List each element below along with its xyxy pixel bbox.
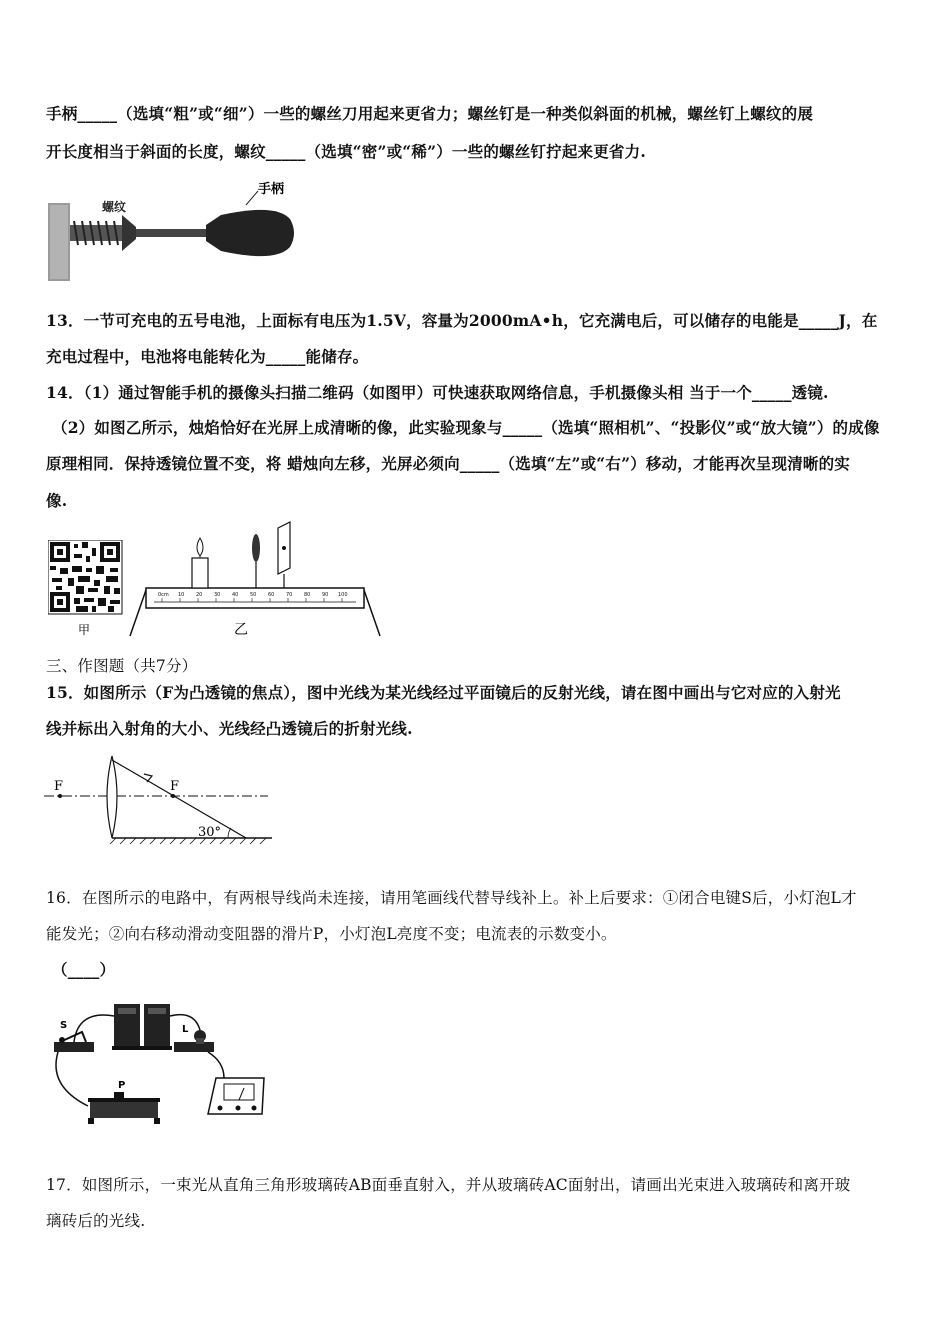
- tick-label: 70: [286, 592, 293, 598]
- qr-code-figure: [48, 540, 124, 640]
- screw-head: [122, 215, 136, 251]
- screwdriver-figure: [46, 175, 306, 285]
- lens-mirror-figure: [40, 752, 280, 848]
- tick-label: 20: [196, 592, 203, 598]
- ray-arrow: [144, 774, 152, 782]
- tick-label: 80: [304, 592, 311, 598]
- label-thread: 螺纹: [102, 200, 127, 214]
- label-angle: 30°: [198, 825, 222, 840]
- q14-line-4: 像.: [46, 491, 68, 510]
- q12-line-2: 开长度相当于斜面的长度，螺纹_____（选填“密”或“稀”）一些的螺丝钉拧起来更省力.: [46, 142, 646, 161]
- label-f-left: F: [54, 779, 64, 794]
- tick-label: 30: [214, 592, 221, 598]
- candle: [192, 538, 208, 588]
- focal-point-left: [58, 794, 62, 798]
- tick-label: 10: [178, 592, 185, 598]
- q17-line-2: 璃砖后的光线.: [46, 1212, 146, 1230]
- q16-line-2: 能发光；②向右移动滑动变阻器的滑片P，小灯泡L亮度不变；电流表的示数变小。: [46, 925, 617, 943]
- label-l: L: [182, 1024, 189, 1035]
- q13-line-1: 13．一节可充电的五号电池，上面标有电压为1.5V，容量为2000mA•h，它充满电后，可以储存的电能是_____J，在: [46, 311, 878, 330]
- tick-label: 100: [338, 592, 348, 598]
- label-yi: 乙: [234, 622, 248, 638]
- q12-line-1: 手柄_____（选填“粗”或“细”）一些的螺丝刀用起来更省力；螺丝钉是一种类似斜面的机械，螺丝钉上螺纹的展: [46, 104, 814, 123]
- label-s: S: [60, 1020, 68, 1031]
- reflected-ray: [112, 760, 246, 838]
- tick-label: 90: [322, 592, 329, 598]
- label-handle: 手柄: [258, 182, 285, 197]
- convex-lens: [107, 756, 117, 838]
- q15-line-1: 15．如图所示（F为凸透镜的焦点），图中光线为某光线经过平面镜后的反射光线，请在图中画出与它对应的入射光: [46, 683, 841, 702]
- q14-line-3: 原理相同．保持透镜位置不变，将 蜡烛向左移，光屏必须向_____（选填“左”或“右”）移动，才能再次呈现清晰的实: [46, 454, 851, 473]
- tick-label: 40: [232, 592, 239, 598]
- q17-line-1: 17．如图所示，一束光从直角三角形玻璃砖AB面垂直射入，并从玻璃砖AC面射出，请画出光束进入玻璃砖和离开玻: [46, 1176, 851, 1194]
- q16-line-1: 16．在图所示的电路中，有两根导线尚未连接，请用笔画线代替导线补上。补上后要求：①闭合电键S后，小灯泡L才: [46, 889, 857, 907]
- screw-thread: [70, 221, 122, 245]
- convex-lens: [252, 534, 260, 588]
- battery: [112, 1004, 172, 1050]
- q14-line-1: 14．（1）通过智能手机的摄像头扫描二维码（如图甲）可快速获取网络信息，手机摄像头相 当于一个_____透镜.: [46, 383, 829, 402]
- optical-bench-figure: [124, 518, 386, 642]
- light-screen: [278, 522, 290, 588]
- screwdriver-shaft: [136, 229, 206, 237]
- light-bulb: [174, 1030, 214, 1052]
- bench: [130, 588, 380, 636]
- ammeter: [208, 1078, 264, 1114]
- section-3-title: 三、作图题（共7分）: [46, 657, 198, 675]
- q16-answer-blank: （____）: [52, 960, 116, 979]
- sliding-rheostat: [88, 1092, 160, 1124]
- screwdriver-handle: [206, 210, 294, 256]
- label-f-right: F: [170, 779, 180, 794]
- label-jia: 甲: [78, 623, 91, 637]
- q15-line-2: 线并标出入射角的大小、光线经凸透镜后的折射光线.: [46, 719, 413, 738]
- q13-line-2: 充电过程中，电池将电能转化为_____能储存。: [46, 347, 369, 366]
- label-p: P: [118, 1080, 126, 1091]
- mirror-hatching: [110, 838, 266, 844]
- circuit-figure: [48, 996, 278, 1128]
- tick-label: 60: [268, 592, 275, 598]
- q14-line-2: （2）如图乙所示，烛焰恰好在光屏上成清晰的像，此实验现象与_____（选填“照相机”、“投影仪”或“放大镜”）的成像: [52, 418, 880, 437]
- tick-label: 50: [250, 592, 257, 598]
- tick-label: 0cm: [158, 592, 169, 598]
